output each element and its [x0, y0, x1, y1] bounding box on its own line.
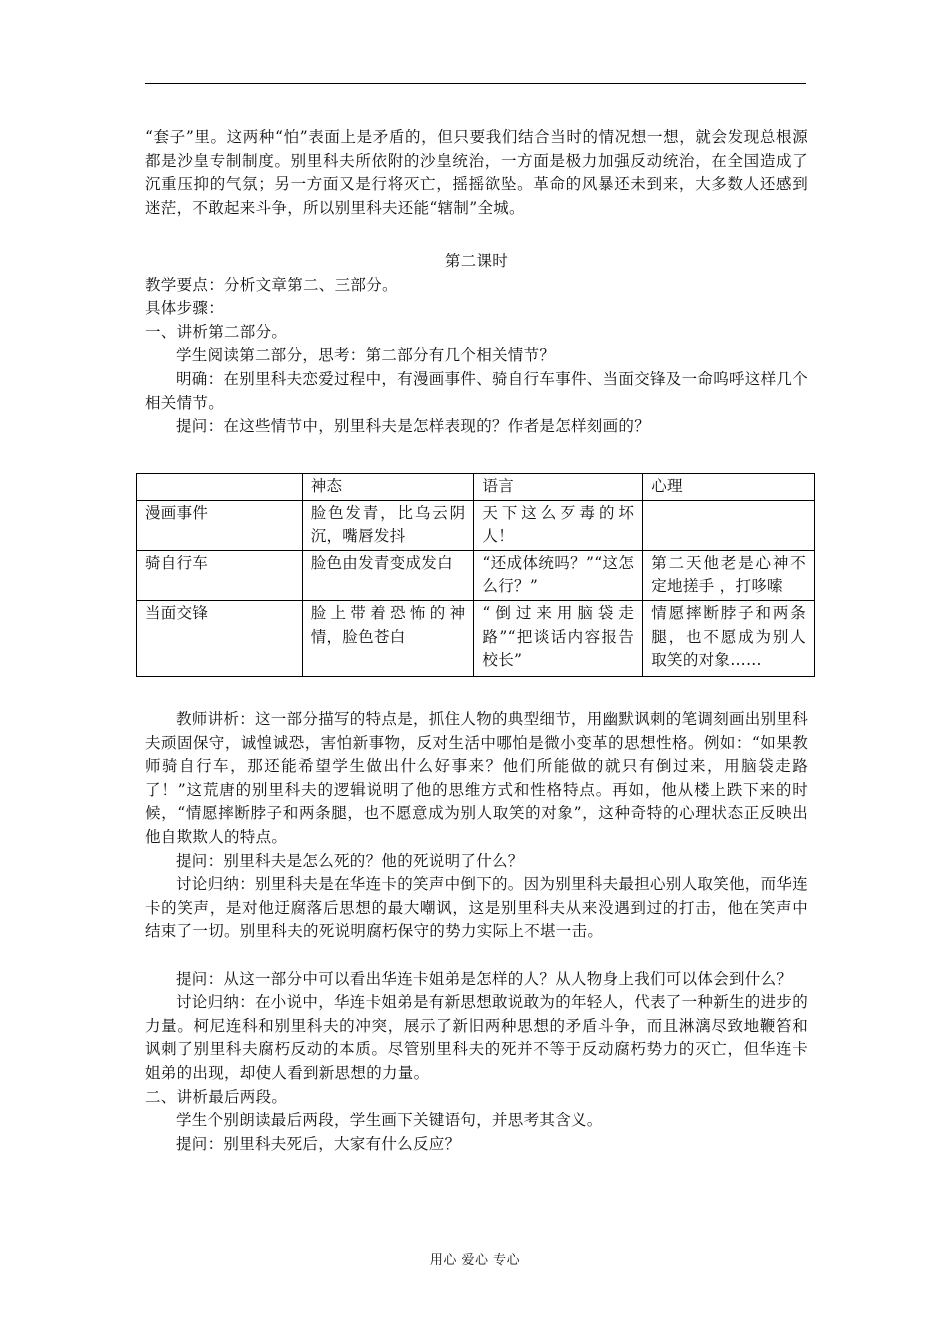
table-cell: 当面交锋 — [137, 600, 303, 676]
siblings-question-paragraph: 提问：从这一部分中可以看出华连卡姐弟是怎样的人？从人物身上我们可以体会到什么？ — [176, 969, 793, 988]
discussion-section — [145, 708, 808, 1156]
table-header-cell: 心理 — [643, 474, 815, 501]
intro-paragraph: “套子”里。这两种“怕”表面上是矛盾的，但只要我们结合当时的情况想一想，就会发现总根源都是沙皇专制制度。别里科夫所依附的沙皇统治，一方面是极力加强反动统治，在全国造成了沉重压抑的气氛；另一方面又是行将灭亡，摇摇欲坠。革命的风暴还未到来，大多数人还感到迷茫，不敢起来斗争，所以别里科夫还能“辖制”全城。 — [145, 128, 808, 217]
header-rule — [145, 83, 806, 84]
part2-heading: 二、讲析最后两段。 — [145, 1087, 288, 1106]
paragraph-gap — [145, 944, 808, 968]
table-cell: 天下这么歹毒的坏人！ — [474, 500, 643, 550]
table-cell: 骑自行车 — [137, 550, 303, 600]
death-answer-paragraph: 讨论归纳：别里科夫是在华连卡的笑声中倒下的。因为别里科夫最担心别人取笑他，而华连卡的笑声，是对他迂腐落后思想的最大嘲讽，这是别里科夫从来没遇到过的打击，他在笑声中结束了一切。别里科夫的死说明腐朽保守的势力实际上不堪一击。 — [145, 875, 809, 941]
siblings-answer-paragraph: 讨论归纳：在小说中，华连卡姐弟是有新思想敢说敢为的年轻人，代表了一种新生的进步的力量。柯尼连科和别里科夫的冲突，展示了新旧两种思想的矛盾斗争，而且淋漓尽致地鞭笞和讽刺了别里科夫腐朽反动的本质。尽管别里科夫的死并不等于反动腐朽势力的灭亡，但华连卡姐弟的出现，却使人看到新思想的力量。 — [145, 993, 809, 1082]
table-cell — [643, 500, 815, 550]
section-title: 第二课时 — [444, 252, 509, 270]
table-row — [137, 600, 815, 676]
table-header-row — [137, 474, 815, 501]
table-header-cell: 语言 — [474, 474, 643, 501]
character-analysis-table — [136, 473, 815, 677]
steps-label: 具体步骤： — [145, 299, 225, 318]
table-cell: “倒过来用脑袋走路”“把谈话内容报告校长” — [474, 600, 643, 676]
clarify-paragraph: 明确：在别里科夫恋爱过程中，有漫画事件、骑自行车事件、当面交锋及一命呜呼这样几个相关情节。 — [145, 369, 809, 412]
reaction-question-paragraph: 提问：别里科夫死后，大家有什么反应？ — [176, 1134, 461, 1153]
read-last-paragraph: 学生个别朗读最后两段，学生画下关键语句，并思考其含义。 — [176, 1111, 603, 1130]
table-cell: “还成体统吗？”“这怎么行？” — [474, 550, 643, 600]
table-cell: 情愿摔断脖子和两条腿，也不愿成为别人取笑的对象…… — [643, 600, 815, 676]
table-row — [137, 500, 815, 550]
intro-block — [145, 126, 808, 220]
death-question-paragraph: 提问：别里科夫是怎么死的？他的死说明了什么？ — [176, 851, 524, 870]
teacher-analysis-paragraph: 教师讲析：这一部分描写的特点是，抓住人物的典型细节，用幽默讽刺的笔调刻画出别里科夫顽固保守，诚惶诚恐，害怕新事物，反对生活中哪怕是微小变革的思想性格。例如：“如果教师骑自行车，那还能希望学生做出什么好事来？他们所能做的就只有倒过来，用脑袋走路了！”这荒唐的别里科夫的逻辑说明了他的思维方式和性格特点。再如，他从楼上跌下来的时候，“情愿摔断脖子和两条腿，也不愿意成为别人取笑的对象”，这种奇特的心理状态正反映出他自欺欺人的特点。 — [145, 710, 809, 846]
table-cell: 脸色由发青变成发白 — [302, 550, 474, 600]
lesson-section — [145, 250, 808, 439]
question-paragraph: 提问：在这些情节中，别里科夫是怎样表现的？作者是怎样刻画的？ — [176, 417, 651, 436]
read-question-paragraph: 学生阅读第二部分，思考：第二部分有几个相关情节？ — [176, 346, 556, 365]
table-row — [137, 550, 815, 600]
table-cell: 脸上带着恐怖的神情，脸色苍白 — [302, 600, 474, 676]
part1-heading: 一、讲析第二部分。 — [145, 322, 288, 341]
table-header-cell — [137, 474, 303, 501]
teaching-points: 教学要点：分析文章第二、三部分。 — [145, 275, 398, 294]
table-header-cell: 神态 — [302, 474, 474, 501]
table-cell: 第二天他老是心神不定地搓手 ，打哆嗦 — [643, 550, 815, 600]
page-footer: 用心 爱心 专心 — [429, 1253, 521, 1268]
table-cell: 漫画事件 — [137, 500, 303, 550]
table-cell: 脸色发青，比乌云阴沉，嘴唇发抖 — [302, 500, 474, 550]
